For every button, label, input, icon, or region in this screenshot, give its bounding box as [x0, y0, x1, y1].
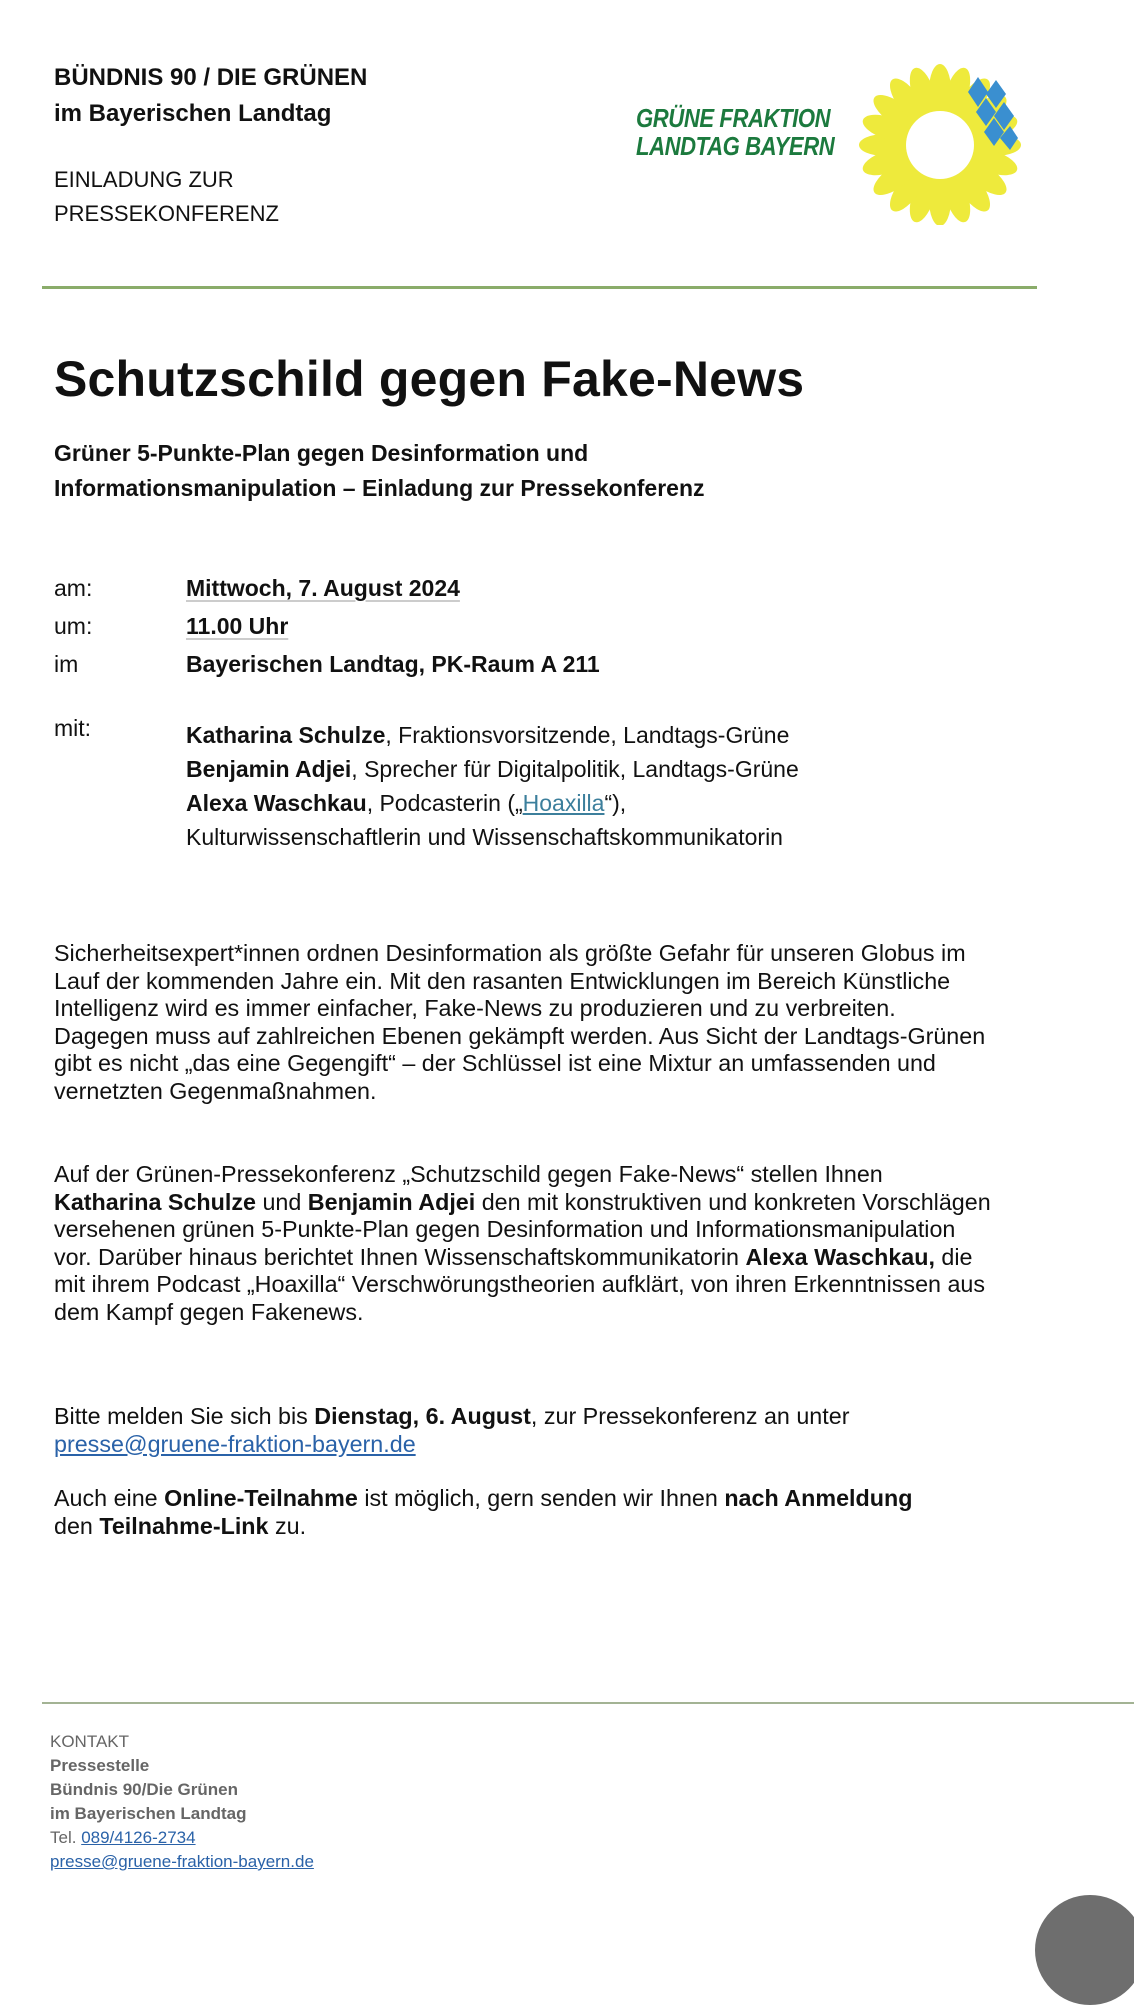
org-line1: BÜNDNIS 90 / DIE GRÜNEN	[54, 64, 368, 91]
speaker-role-end: “),	[604, 790, 627, 816]
floating-button[interactable]	[1035, 1895, 1134, 2005]
date-value[interactable]: Mittwoch, 7. August 2024	[186, 575, 460, 601]
speaker-item	[186, 718, 799, 752]
subtitle	[54, 436, 705, 506]
logo-line2: LANDTAG BAYERN	[636, 131, 835, 161]
text: und	[255, 1188, 308, 1215]
speaker-role: , Podcasterin („	[366, 790, 523, 816]
time-value[interactable]: 11.00 Uhr	[186, 613, 289, 639]
press-email-link[interactable]: presse@gruene-fraktion-bayern.de	[54, 1430, 416, 1457]
speaker-name: Alexa Waschkau	[186, 790, 367, 816]
text: , zur Pressekonferenz an unter	[530, 1403, 850, 1429]
header-divider	[42, 286, 1037, 289]
place-label: im	[54, 651, 79, 677]
logo-line1: GRÜNE FRAKTION	[636, 103, 831, 133]
text: die mit ihrem Podcast „Hoaxilla“ Verschwörungstheorien aufklärt, von ihren Erkenntnissen aus dem Kampf gegen Fakenews.	[54, 1243, 986, 1325]
contact-block	[50, 1730, 314, 1874]
invite-line1: EINLADUNG ZUR	[54, 167, 234, 192]
contact-line: Bündnis 90/Die Grünen	[50, 1780, 238, 1799]
text: zu.	[268, 1512, 307, 1539]
org-line2: im Bayerischen Landtag	[54, 100, 332, 127]
sunflower-logo-icon	[855, 60, 1025, 225]
logo-text	[636, 104, 834, 160]
text: Auf der Grünen-Pressekonferenz „Schutzschild gegen Fake-News“ stellen Ihnen	[54, 1161, 883, 1187]
speaker-role-line2: Kulturwissenschaftlerin und Wissenschaftskommunikatorin	[186, 824, 783, 850]
paragraph-online	[54, 1485, 954, 1540]
speaker-list	[186, 718, 799, 854]
bold-name: Katharina Schulze	[54, 1188, 256, 1215]
bold-text: Online-Teilnahme	[164, 1485, 358, 1511]
contact-line: Pressestelle	[50, 1756, 150, 1775]
speaker-item	[186, 786, 799, 820]
time-row	[54, 611, 289, 641]
subtitle-line2: Informationsmanipulation – Einladung zur Pressekonferenz	[54, 475, 705, 501]
place-value: Bayerischen Landtag, PK-Raum A 211	[186, 651, 600, 677]
speaker-role: , Sprecher für Digitalpolitik, Landtags-Grüne	[351, 756, 799, 782]
subtitle-line1: Grüner 5-Punkte-Plan gegen Desinformation und	[54, 440, 589, 466]
contact-heading: KONTAKT	[50, 1732, 130, 1751]
place-row	[54, 649, 600, 679]
speaker-item	[186, 752, 799, 786]
invite-line2: PRESSEKONFERENZ	[54, 201, 279, 226]
text: den	[54, 1512, 100, 1539]
text: den mit konstruktiven und konkreten Vorschlägen versehenen grünen 5-Punkte-Plan gegen Desinformation und Informationsmanipulation vor. Darüber hinaus berichtet Ihnen Wissenschaftskommunikatorin	[54, 1188, 991, 1270]
paragraph-intro: Sicherheitsexpert*innen ordnen Desinformation als größte Gefahr für unseren Globus im Lauf der kommenden Jahre ein. Mit den rasanten Entwicklungen im Bereich Künstliche Intelligenz wird es immer einfacher, Fake-News zu produzieren und zu verbreiten. Dagegen muss auf zahlreichen Ebenen gekämpft werden. Aus Sicht der Landtags-Grünen gibt es nicht „das eine Gegengift“ – der Schlüssel ist eine Mixtur an umfassenden und vernetzten Gegenmaßnahmen.	[54, 940, 986, 1104]
speaker-role: , Fraktionsvorsitzende, Landtags-Grüne	[385, 722, 790, 748]
text: Bitte melden Sie sich bis	[54, 1403, 315, 1429]
paragraph-registration	[54, 1403, 994, 1458]
contact-line: im Bayerischen Landtag	[50, 1804, 247, 1823]
date-row	[54, 573, 460, 603]
date-label: am:	[54, 575, 93, 601]
phone-link[interactable]: 089/4126-2734	[81, 1828, 196, 1847]
contact-email-link[interactable]: presse@gruene-fraktion-bayern.de	[50, 1852, 314, 1871]
text: Auch eine	[54, 1485, 165, 1511]
page-title: Schutzschild gegen Fake-News	[54, 351, 805, 407]
footer-divider	[42, 1702, 1134, 1704]
hoaxilla-link[interactable]: Hoaxilla	[522, 790, 605, 816]
bold-name: Alexa Waschkau,	[745, 1243, 935, 1270]
speaker-name: Benjamin Adjei	[186, 756, 352, 782]
time-label: um:	[54, 613, 93, 639]
tel-label: Tel.	[50, 1828, 82, 1847]
bold-text: nach Anmeldung	[724, 1485, 913, 1511]
text: ist möglich, gern senden wir Ihnen	[357, 1485, 725, 1511]
bold-text: Teilnahme-Link	[99, 1512, 269, 1539]
bold-name: Benjamin Adjei	[307, 1188, 476, 1215]
invitation-label	[54, 163, 279, 231]
speaker-name: Katharina Schulze	[186, 722, 386, 748]
deadline: Dienstag, 6. August	[314, 1403, 531, 1429]
organization-name	[54, 60, 367, 132]
with-label: mit:	[54, 715, 92, 741]
paragraph-conference	[54, 1161, 994, 1326]
